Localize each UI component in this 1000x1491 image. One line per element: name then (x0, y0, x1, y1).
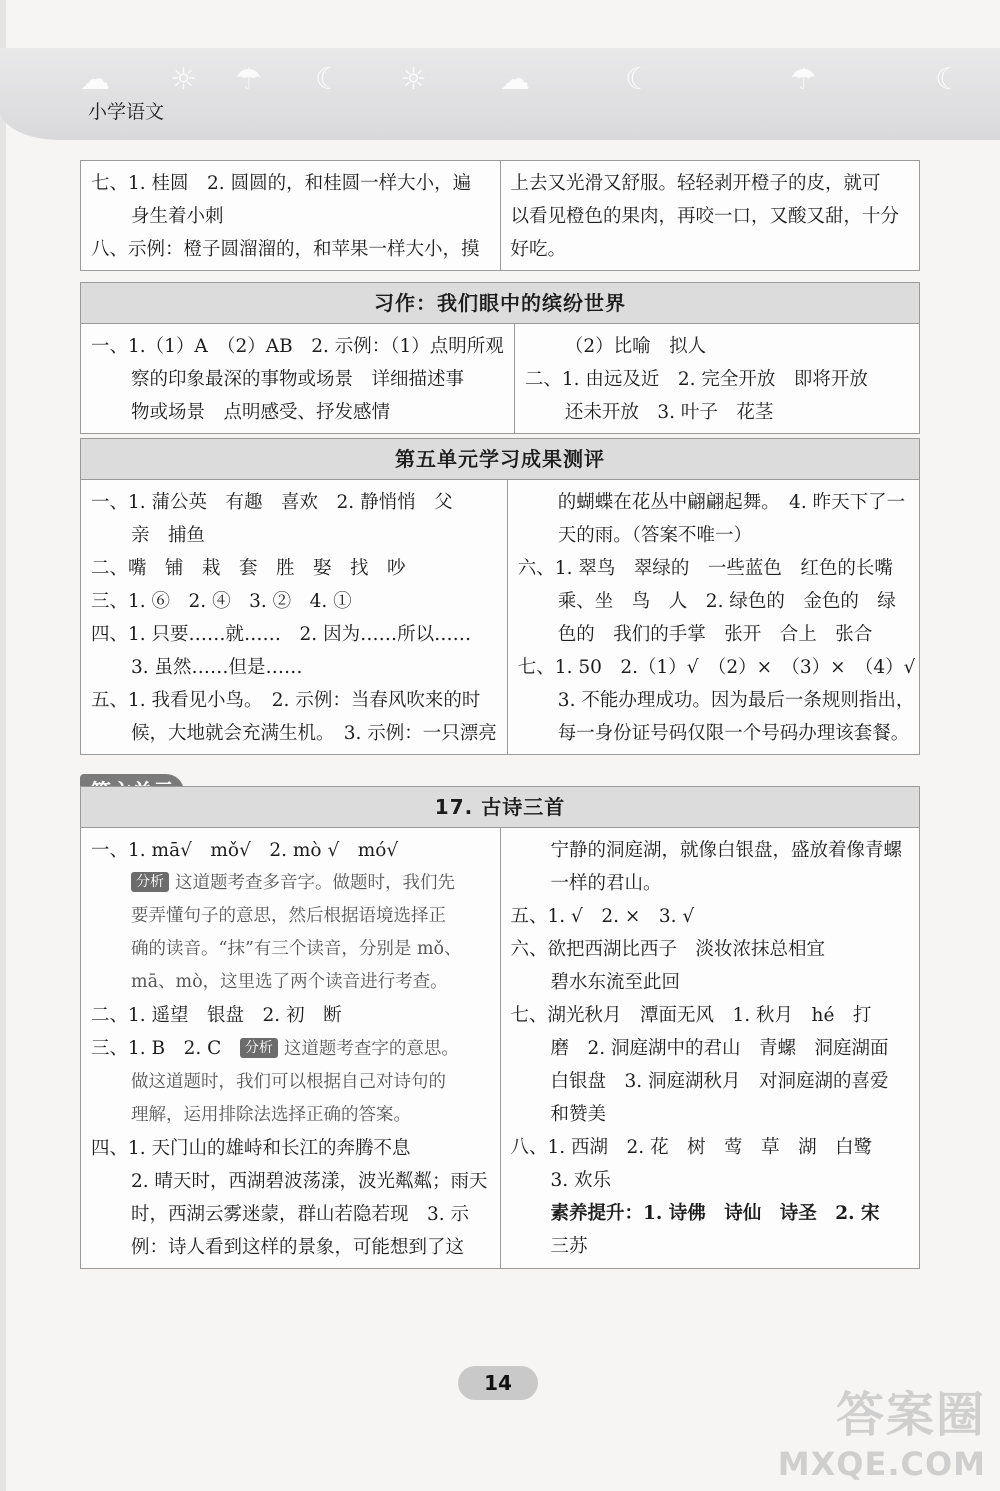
answer-line: 磨 2. 洞庭湖中的君山 青螺 洞庭湖面 (550, 1038, 889, 1059)
section-title: 习作：我们眼中的缤纷世界 (81, 283, 919, 324)
answer-line: （2）比喻 拟人 (564, 336, 707, 357)
answer-line: 五、1. 我看见小鸟。 2. 示例：当春风吹来的时 (91, 690, 481, 711)
answer-line: 时，西湖云雾迷蒙，群山若隐若现 3. 示 (131, 1204, 470, 1225)
right-column (508, 480, 926, 754)
answer-line: 色的 我们的手掌 张开 合上 张合 (557, 624, 873, 645)
analysis-text: 做这道题时，我们可以根据自己对诗句的 (131, 1072, 446, 1092)
cloud-rain-icon: ☂ (790, 62, 817, 97)
analysis-text: 确的读音。“抹”有三个读音，分别是 mǒ、 (131, 939, 462, 959)
watermark-logo (778, 1376, 986, 1483)
left-column (81, 161, 501, 270)
answer-line: 碧水东流至此回 (550, 972, 681, 993)
answer-line: 物或场景 点明感受、抒发感情 (131, 402, 391, 423)
answer-line: 素养提升：1. 诗佛 诗仙 诗圣 2. 宋 (550, 1203, 880, 1224)
right-column (501, 161, 920, 270)
answer-line: 三、1. ⑥ 2. ④ 3. ② 4. ① (91, 591, 352, 612)
right-column (515, 324, 919, 433)
sun-icon: ☼ (400, 62, 427, 97)
answer-line (91, 1032, 490, 1066)
right-column (501, 828, 920, 1268)
cloud-icon: ☁ (80, 62, 110, 97)
answer-line: 六、欲把西湖比西子 淡妆浓抹总相宜 (510, 939, 826, 960)
analysis-text: 这道题考查多音字。做题时，我们先 (175, 873, 455, 893)
left-column (81, 480, 508, 754)
answer-line: 四、1. 只要……就…… 2. 因为……所以…… (91, 624, 472, 645)
moon-icon: ☾ (315, 62, 342, 97)
answer-line: 亲 捕鱼 (131, 525, 206, 546)
answer-line: 八、1. 西湖 2. 花 树 莺 草 湖 白鹭 (510, 1137, 873, 1158)
page-edge (0, 0, 6, 1491)
analysis-tag: 分析 (131, 872, 169, 892)
answer-line: 乘、坐 鸟 人 2. 绿色的 金色的 绿 (557, 591, 896, 612)
answer-line: 宁静的洞庭湖，就像白银盘，盛放着像青螺 (550, 840, 903, 861)
answer-line: 一、1. 蒲公英 有趣 喜欢 2. 静悄悄 父 (91, 492, 453, 513)
answer-line: 上去又光滑又舒服。轻轻剥开橙子的皮，就可 (510, 173, 881, 194)
moon-icon: ☾ (625, 62, 652, 97)
sun-icon: ☼ (170, 62, 197, 97)
answer-line: 的蝴蝶在花丛中翩翩起舞。 4. 昨天下了一 (557, 492, 906, 513)
cloud-icon: ☁ (500, 62, 530, 97)
watermark-url: MXQE.COM (777, 1445, 986, 1483)
answer-line: 一、1.（1）A （2）AB 2. 示例：（1）点明所观 (91, 336, 504, 357)
answer-block-continued (80, 160, 920, 271)
answer-line: 六、1. 翠鸟 翠绿的 一些蓝色 红色的长嘴 (517, 558, 893, 579)
page-number: 14 (458, 1366, 538, 1400)
answer-line: 天的雨。（答案不唯一） (557, 525, 753, 546)
answer-line: 七、1. 桂圆 2. 圆圆的，和桂圆一样大小，遍 (91, 173, 472, 194)
answer-line: 还未开放 3. 叶子 花茎 (564, 402, 774, 423)
analysis-text: 要弄懂句子的意思，然后根据语境选择正 (131, 906, 446, 926)
answer-line: 四、1. 天门山的雄峙和长江的奔腾不息 (91, 1138, 411, 1159)
answer-line: 每一身份证号码仅限一个号码办理该套餐。 (557, 723, 910, 744)
header-band (0, 48, 1000, 140)
answer-line: 五、1. √ 2. × 3. √ (510, 906, 695, 927)
answer-line: 二、嘴 铺 栽 套 胜 娶 找 吵 (91, 558, 406, 579)
left-column (81, 324, 515, 433)
moon-icon: ☾ (935, 62, 962, 97)
section-title: 17. 古诗三首 (81, 787, 919, 828)
answer-line: 二、1. 由远及近 2. 完全开放 即将开放 (524, 369, 868, 390)
answer-line: 察的印象最深的事物或场景 详细描述事 (131, 369, 465, 390)
answer-line: 例：诗人看到这样的景象，可能想到了这 (131, 1237, 465, 1258)
subject-label: 小学语文 (88, 101, 165, 123)
answer-line: 3. 不能办理成功。因为最后一条规则指出， (557, 690, 915, 711)
left-column (81, 828, 501, 1268)
answer-line: 候，大地就会充满生机。 3. 示例：一只漂亮 (131, 723, 497, 744)
answer-line: 3. 欢乐 (550, 1170, 612, 1191)
answer-line: 一、1. mā√ mǒ√ 2. mò √ mó√ (91, 840, 399, 861)
watermark-text: 答案圈 (835, 1387, 986, 1443)
analysis-tag: 分析 (240, 1038, 278, 1058)
answer-line: 二、1. 遥望 银盘 2. 初 断 (91, 1005, 342, 1026)
answer-line: 白银盘 3. 洞庭湖秋月 对洞庭湖的喜爱 (550, 1071, 889, 1092)
analysis-text: 这道题考查字的意思。 (283, 1039, 459, 1059)
analysis-text: mā、mò，这里选了两个读音进行考查。 (131, 972, 448, 992)
answer-line: 好吃。 (510, 239, 567, 260)
cloud-rain-icon: ☂ (235, 62, 262, 97)
answer-block-unit5-test (80, 438, 920, 755)
answer-line: 一样的君山。 (550, 873, 662, 894)
section-title: 第五单元学习成果测评 (81, 439, 919, 480)
answer-block-ancient-poems (80, 786, 920, 1269)
answer-text: 三、1. B 2. C (91, 1038, 222, 1059)
answer-line: 三苏 (550, 1236, 588, 1257)
analysis-text: 理解，运用排除法选择正确的答案。 (131, 1105, 411, 1125)
answer-line: 和赞美 (550, 1104, 607, 1125)
answer-line: 2. 晴天时，西湖碧波荡漾，波光粼粼；雨天 (131, 1171, 488, 1192)
analysis-note (91, 867, 490, 900)
answer-block-writing (80, 282, 920, 434)
answer-line: 身生着小刺 (131, 206, 224, 227)
answer-line: 3. 虽然……但是…… (131, 657, 303, 678)
answer-line: 七、湖光秋月 潭面无风 1. 秋月 hé 打 (510, 1005, 872, 1026)
answer-line: 七、1. 50 2.（1）√ （2）× （3）× （4）√ (517, 657, 916, 678)
answer-line: 以看见橙色的果肉，再咬一口，又酸又甜，十分 (510, 206, 900, 227)
answer-line: 八、示例：橙子圆溜溜的，和苹果一样大小，摸 (91, 239, 480, 260)
